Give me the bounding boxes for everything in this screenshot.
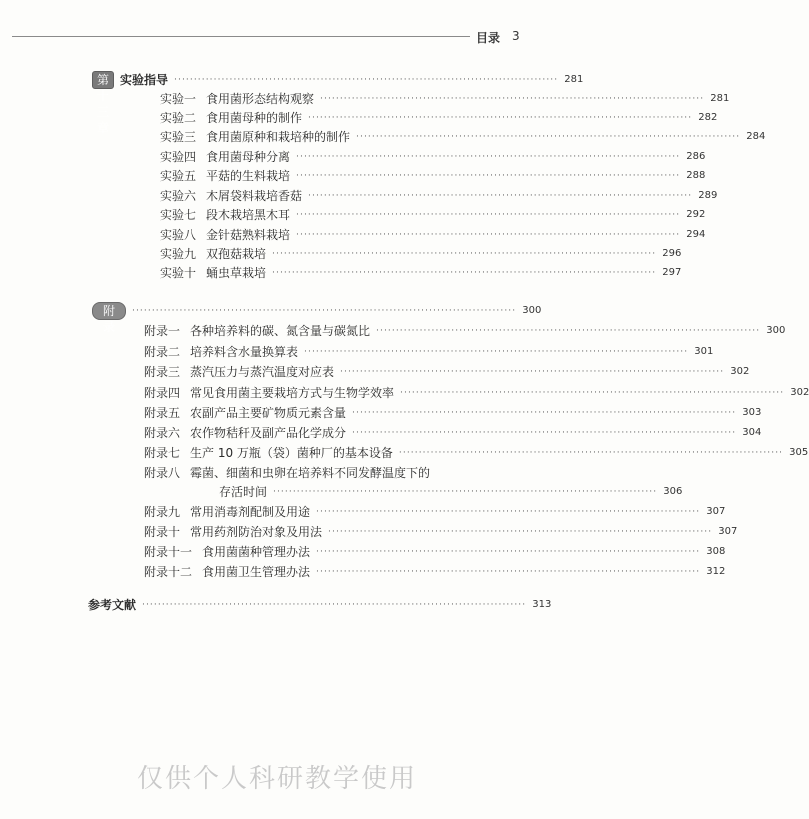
toc-entry[interactable] — [160, 206, 706, 224]
entry-page: 284 — [746, 131, 766, 142]
toc-entry[interactable] — [144, 404, 762, 422]
entry-page: 302 — [730, 366, 750, 377]
toc-entry[interactable] — [144, 343, 714, 361]
entry-label: 附录五 — [144, 406, 181, 420]
entry-label: 实验二 — [160, 111, 197, 125]
toc-entry[interactable] — [160, 90, 730, 108]
toc-entry[interactable] — [144, 363, 750, 381]
leader-dots: ································································································· — [296, 210, 681, 220]
entry-label: 实验九 — [160, 247, 197, 261]
leader-dots: ································································································· — [296, 152, 681, 162]
toc-entry[interactable] — [144, 322, 786, 340]
entry-title: 食用菌卫生管理办法 — [202, 565, 311, 579]
entry-title: 双孢菇栽培 — [206, 247, 267, 261]
page-header — [0, 26, 554, 46]
entry-title: 常用药剂防治对象及用法 — [190, 525, 323, 539]
toc-entry[interactable] — [144, 563, 726, 581]
entry-label: 附录十二 — [144, 565, 193, 579]
entry-title: 蒸汽压力与蒸汽温度对应表 — [190, 365, 335, 379]
entry-page: 301 — [694, 346, 714, 357]
toc-entry[interactable] — [144, 424, 762, 442]
leader-dots: ································································································· — [352, 408, 737, 418]
toc-entry[interactable] — [160, 148, 706, 166]
header-rule — [12, 36, 470, 37]
toc-entry[interactable] — [160, 109, 718, 127]
leader-dots: ································································································· — [320, 94, 705, 104]
entry-title: 木屑袋料栽培香菇 — [206, 189, 303, 203]
entry-label: 附录九 — [144, 505, 181, 519]
watermark: 仅供个人科研教学使用 — [136, 764, 417, 794]
entry-label: 实验七 — [160, 208, 197, 222]
entry-page: 282 — [698, 112, 718, 123]
entry-label: 实验十 — [160, 266, 197, 280]
toc-entry[interactable] — [144, 444, 809, 462]
entry-page: 306 — [663, 486, 683, 497]
header-page-number: 3 — [512, 29, 520, 43]
entry-title: 蛹虫草栽培 — [206, 266, 267, 280]
leader-dots: ································································································· — [340, 367, 725, 377]
entry-page: 300 — [766, 325, 786, 336]
entry-label: 附录二 — [144, 345, 181, 359]
toc-entry[interactable] — [144, 523, 738, 541]
entry-label: 附录六 — [144, 426, 181, 440]
leader-dots: ································································································· — [272, 249, 657, 259]
entry-page: 305 — [789, 447, 809, 458]
leader-dots: ································································································· — [304, 347, 689, 357]
entry-page: 308 — [706, 546, 726, 557]
entry-title: 金针菇熟料栽培 — [206, 228, 291, 242]
entry-title: 农副产品主要矿物质元素含量 — [190, 406, 347, 420]
entry-title: 培养料含水量换算表 — [190, 345, 299, 359]
entry-title: 各种培养料的碳、氮含量与碳氮比 — [190, 324, 371, 338]
leader-dots: ································································································· — [174, 75, 559, 85]
entry-label: 附录八 — [144, 466, 181, 480]
leader-dots: ································································································· — [376, 326, 761, 336]
entry-label: 附录七 — [144, 446, 181, 460]
leader-dots: ································································································· — [316, 547, 701, 557]
toc-entry[interactable] — [144, 464, 510, 482]
entry-label: 附录一 — [144, 324, 181, 338]
entry-title: 常见食用菌主要栽培方式与生物学效率 — [190, 386, 395, 400]
entry-page: 312 — [706, 566, 726, 577]
leader-dots: ································································································· — [398, 448, 784, 458]
leader-dots: ································································································· — [308, 191, 693, 201]
toc-entry[interactable] — [144, 503, 726, 521]
entry-page: 304 — [742, 427, 762, 438]
leader-dots: ································································································· — [132, 306, 517, 316]
toc-entry[interactable] — [160, 245, 682, 263]
toc-entry[interactable] — [160, 264, 682, 282]
entry-page: 288 — [686, 170, 706, 181]
entry-label: 实验一 — [160, 92, 197, 106]
leader-dots: ································································································· — [400, 388, 785, 398]
entry-title: 食用菌菌种管理办法 — [202, 545, 311, 559]
leader-dots: ································································································· — [142, 600, 527, 610]
entry-label: 附录十一 — [144, 545, 193, 559]
entry-label: 附录十 — [144, 525, 181, 539]
entry-page: 286 — [686, 151, 706, 162]
entry-label: 附录四 — [144, 386, 181, 400]
leader-dots: ································································································· — [328, 527, 713, 537]
entry-title: 平菇的生料栽培 — [206, 169, 291, 183]
entry-label: 实验三 — [160, 130, 197, 144]
appendix-badge: 附录 — [92, 302, 126, 320]
entry-label: 实验四 — [160, 150, 197, 164]
entry-page: 281 — [710, 93, 730, 104]
toc-entry-continuation[interactable] — [219, 483, 683, 501]
leader-dots: ································································································· — [352, 428, 737, 438]
entry-page: 289 — [698, 190, 718, 201]
entry-label: 附录三 — [144, 365, 181, 379]
toc-references-entry[interactable] — [88, 596, 552, 614]
leader-dots: ································································································· — [296, 171, 681, 181]
entry-page: 296 — [662, 248, 682, 259]
entry-title-continuation: 存活时间 — [219, 485, 268, 499]
leader-dots: ································································································· — [356, 132, 741, 142]
entry-page: 292 — [686, 209, 706, 220]
references-title: 参考文献 — [88, 598, 137, 612]
toc-entry[interactable] — [160, 226, 706, 244]
chapter-page: 281 — [564, 74, 584, 85]
entry-title: 段木栽培黑木耳 — [206, 208, 291, 222]
references-page: 313 — [532, 599, 552, 610]
toc-entry[interactable] — [144, 543, 726, 561]
leader-dots: ································································································· — [316, 507, 701, 517]
entry-title: 食用菌母种分离 — [206, 150, 291, 164]
leader-dots: ································································································· — [316, 567, 701, 577]
toc-entry[interactable] — [160, 128, 766, 146]
toc-entry[interactable] — [160, 187, 718, 205]
entry-page: 307 — [706, 506, 726, 517]
entry-page: 297 — [662, 267, 682, 278]
entry-label: 实验六 — [160, 189, 197, 203]
entry-page: 294 — [686, 229, 706, 240]
entry-title: 生产 10 万瓶（袋）菌种厂的基本设备 — [190, 446, 393, 460]
entry-page: 302 — [790, 387, 809, 398]
chapter-badge: 第十三章 — [92, 71, 114, 89]
entry-title: 食用菌原种和栽培种的制作 — [206, 130, 351, 144]
toc-entry[interactable] — [144, 384, 809, 402]
leader-dots: ································································································· — [273, 487, 658, 497]
entry-page: 307 — [718, 526, 738, 537]
entry-page: 303 — [742, 407, 762, 418]
entry-label: 实验五 — [160, 169, 197, 183]
entry-title: 霉菌、细菌和虫卵在培养料不同发酵温度下的 — [190, 466, 431, 480]
leader-dots: ································································································· — [272, 268, 657, 278]
chapter-title: 实验指导 — [120, 73, 169, 87]
header-label: 目录 — [476, 31, 501, 45]
appendix-page: 300 — [522, 305, 542, 316]
entry-title: 农作物秸秆及副产品化学成分 — [190, 426, 347, 440]
leader-dots: ································································································· — [308, 113, 693, 123]
entry-title: 常用消毒剂配制及用途 — [190, 505, 311, 519]
toc-entry[interactable] — [160, 167, 706, 185]
leader-dots: ································································································· — [296, 230, 681, 240]
entry-title: 食用菌形态结构观察 — [206, 92, 315, 106]
entry-label: 实验八 — [160, 228, 197, 242]
entry-title: 食用菌母种的制作 — [206, 111, 303, 125]
